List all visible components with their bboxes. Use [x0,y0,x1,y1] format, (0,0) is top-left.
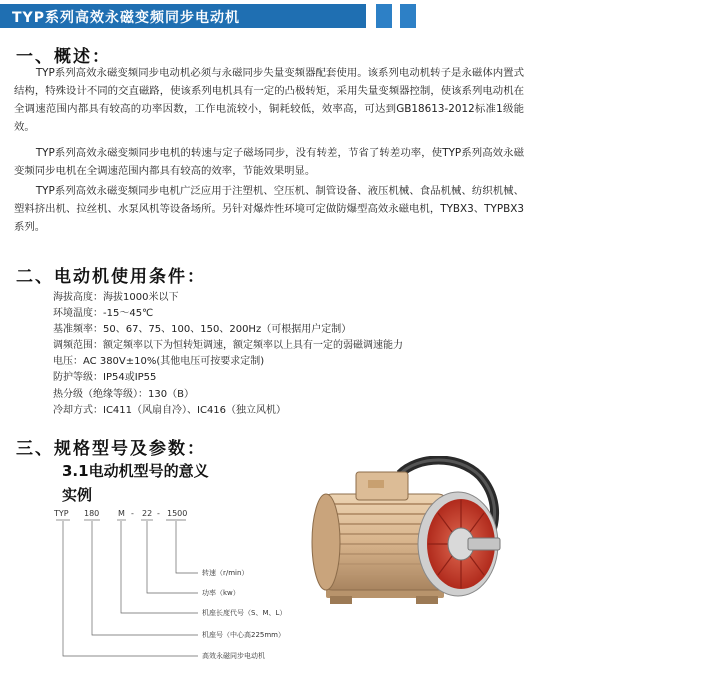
banner-title: TYP系列高效永磁变频同步电动机 [12,10,240,26]
overview-paragraph-2: TYP系列高效永磁变频同步电机的转速与定子磁场同步，没有转差，节省了转差功率，使TYP系列高效永磁变频同步电机在全调速范围内都具有较高的效率，节能效果明显。 [14,147,524,177]
model-part-dash: - [157,509,160,518]
legend-frame-number: 机座号（中心高225mm） [202,631,285,639]
condition-item: 电压：AC 380V±10%(其他电压可按要求定制) [53,356,265,368]
section-1-heading: 一、概述： [16,47,111,67]
legend-motor-type: 高效永磁同步电动机 [202,652,265,660]
overview-paragraph-3: TYP系列高效永磁变频同步电机广泛应用于注塑机、空压机、制管设备、液压机械、食品机械、纺织机械、塑料挤出机、拉丝机、水泵风机等设备场所。另针对爆炸性环境可定做防爆型高效永磁电机，TYBX3、TYPBX3系列。 [14,185,524,233]
legend-speed: 转速（r/min） [202,569,249,577]
model-part-dash: - [131,509,134,518]
model-part-length: M [118,509,125,518]
condition-item: 海拔高度：海拔1000米以下 [53,292,179,303]
condition-item: 冷却方式：IC411（风扇自冷）、IC416（独立风机） [53,404,287,416]
model-part-speed: 1500 [167,509,188,518]
condition-item: 热分级（绝缘等级）：130（B） [53,388,194,400]
condition-item: 基准频率：50、67、75、100、150、200Hz（可根据用户定制） [53,324,352,336]
model-part-power: 22 [142,509,153,518]
model-part-frame: 180 [84,509,100,518]
section-3-heading: 三、规格型号及参数： [16,439,206,459]
overview-paragraph-1: TYP系列高效永磁变频同步电动机必须与永磁同步失量变频器配套使用。该系列电动机转子是永磁体内置式结构，特殊设计不同的交直磁路，使该系列电机具有一定的凸极转矩，采用失量变频器控制，使该系列电动机在全调速范围内都具有较高的功率因数，工作电流较小，铜耗较低，效率高，可达到GB18613-2012标准1级能效。 [14,67,524,133]
condition-item: 调频范围：额定频率以下为恒转矩调速，额定频率以上具有一定的弱磁调速能力 [53,340,403,352]
motor-illustration [308,456,503,621]
model-part-series: TYP [54,509,69,518]
condition-item: 防护等级：IP54或IP55 [53,372,157,384]
subsection-title: 3.1电动机型号的意义 [62,462,209,480]
legend-frame-length: 机座长度代号（S、M、L） [202,609,287,617]
legend-power: 功率（kw） [202,589,240,597]
section-2-heading: 二、电动机使用条件： [16,267,206,287]
subsection-example-label: 实例 [62,486,93,504]
condition-item: 环境温度：-15～45℃ [53,308,154,320]
